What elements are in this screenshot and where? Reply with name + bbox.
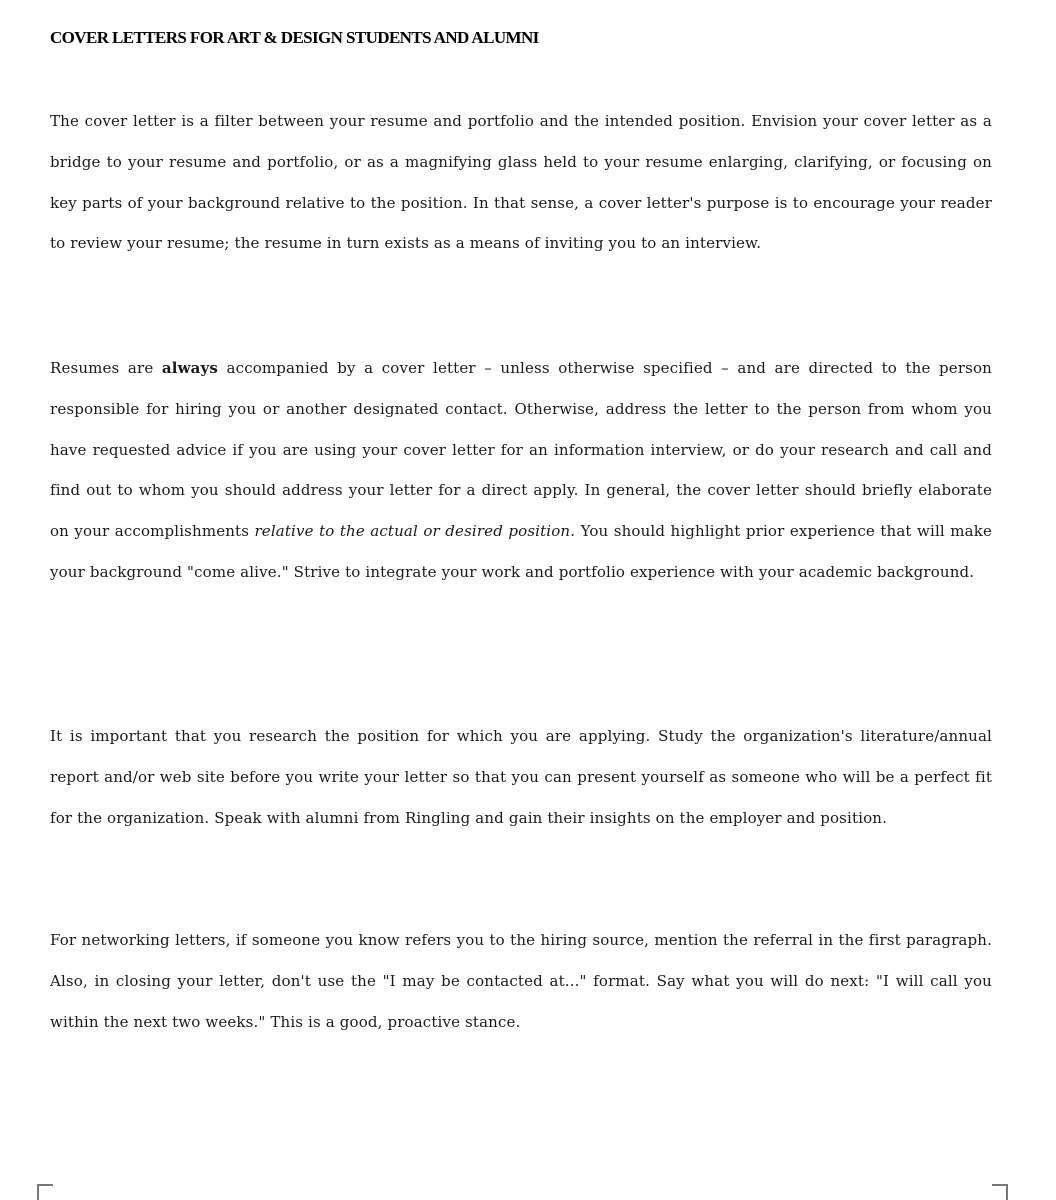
paragraph-2-text-1: Resumes are [50, 359, 162, 377]
paragraph-research-position: It is important that you research the position for which you are applying. Study the organization's literature/annual report and/or web site before you write your letter so that you can present yourself as someone who will be a perfect fit for the organization. Speak with alumni from Ringling and gain their insights on the employer and position. [50, 727, 992, 827]
paragraph-networking-letters: For networking letters, if someone you know refers you to the hiring source, mention the referral in the first paragraph. Also, in closing your letter, don't use the "I may be contacted at..." format. Say what you will do next: "I will call you within the next two weeks." This is a good, proactive stance. [50, 931, 992, 1031]
document-title: COVER LETTERS FOR ART & DESIGN STUDENTS AND ALUMNI [50, 28, 539, 47]
paragraph-addressing-letter [50, 348, 992, 593]
crop-mark-bottom-right [992, 1184, 1008, 1200]
crop-mark-bottom-left [37, 1184, 53, 1200]
paragraph-2-text-3: You should highlight prior experience that will make your background "come alive." Strive to integrate your work and portfolio experience with your academic background. [50, 522, 992, 581]
emphasis-always: always [161, 359, 219, 377]
emphasis-relative-position: relative to the actual or desired position. [254, 522, 576, 541]
paragraph-2-text-2: accompanied by a cover letter – unless otherwise specified – and are directed to the person responsible for hiring you or another designated contact. Otherwise, address the letter to the person from whom you have requested advice if you are using your cover letter for an information interview, or do your research and call and find out to whom you should address your letter for a direct apply. In general, the cover letter should briefly elaborate on your accomplishments [50, 359, 992, 541]
paragraph-cover-letter-purpose: The cover letter is a filter between your resume and portfolio and the intended position. Envision your cover letter as a bridge to your resume and portfolio, or as a magnifying glass held to your resume enlarging, clarifying, or focusing on key parts of your background relative to the position. In that sense, a cover letter's purpose is to encourage your reader to review your resume; the resume in turn exists as a means of inviting you to an interview. [50, 112, 992, 253]
